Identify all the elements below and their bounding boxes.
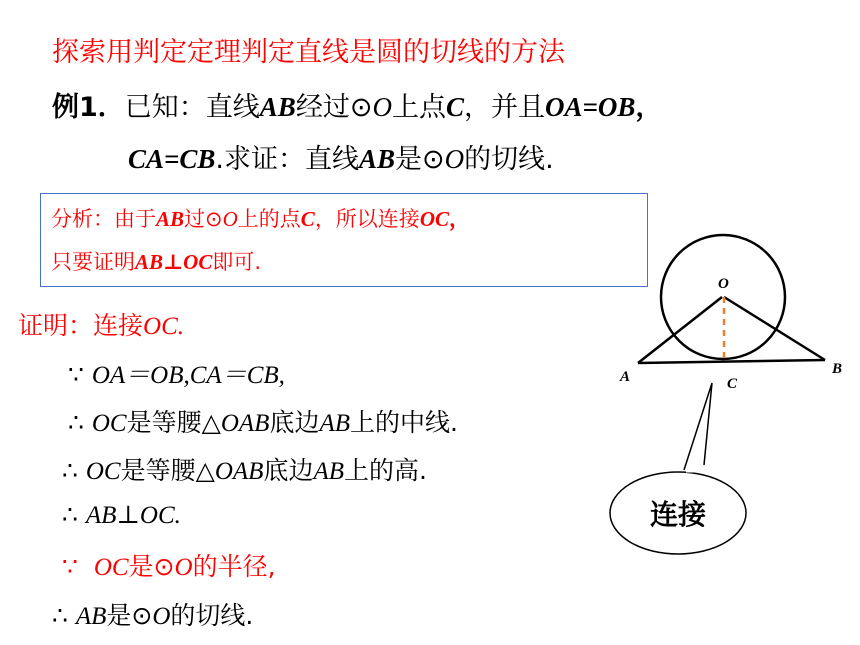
math: OC xyxy=(85,458,121,485)
proof-line-3 xyxy=(62,451,427,487)
label-c: C xyxy=(727,376,738,392)
therefore-symbol: ∴ xyxy=(52,603,68,630)
proof-line-1 xyxy=(68,355,285,391)
math-o: O xyxy=(444,144,465,174)
math-o: O xyxy=(372,92,392,122)
example-line-2 xyxy=(128,137,554,176)
text: ， xyxy=(449,207,470,231)
math: OAB xyxy=(214,458,264,485)
because-symbol: ∵ xyxy=(68,362,84,389)
text: 即可. xyxy=(212,250,262,274)
math-ab: AB xyxy=(156,207,185,231)
math: O xyxy=(152,603,171,630)
math: OC. xyxy=(143,313,184,340)
math: OA＝OB,CA＝CB, xyxy=(91,362,285,389)
math-c: C xyxy=(445,92,464,122)
text: 底边 xyxy=(263,456,314,485)
page-title: 探索用判定定理判定直线是圆的切线的方法 xyxy=(52,37,565,68)
text: 的切线. xyxy=(464,144,554,175)
text: 上的点 xyxy=(237,207,301,231)
math-oc: OC xyxy=(419,207,449,231)
text: 上的中线. xyxy=(350,408,458,437)
therefore-symbol: ∴ xyxy=(68,410,84,437)
callout-text: 连接 xyxy=(649,498,707,531)
label-o: O xyxy=(718,276,729,292)
analysis-line-2 xyxy=(51,246,261,276)
proof-line-6 xyxy=(52,596,253,632)
proof-line-4 xyxy=(62,500,181,530)
example-line-1 xyxy=(52,85,662,124)
label-b: B xyxy=(832,361,843,377)
math: OAB xyxy=(220,410,270,437)
text: 过⊙ xyxy=(184,207,223,231)
label-a: A xyxy=(620,369,631,385)
because-symbol: ∵ xyxy=(62,554,78,581)
text: 经过⊙ xyxy=(295,92,373,123)
text: 只要证明 xyxy=(51,250,135,274)
text: ，所以连接 xyxy=(314,207,420,231)
math-o: O xyxy=(222,207,238,231)
example-label: 例1． xyxy=(52,92,125,123)
geometry-figure xyxy=(600,215,855,560)
text: 已知：直线 xyxy=(124,92,260,123)
analysis-line-1 xyxy=(51,203,470,233)
therefore-symbol: ∴ xyxy=(62,458,78,485)
text: 是等腰△ xyxy=(126,408,221,437)
math: AB xyxy=(319,410,350,437)
text: 的切线. xyxy=(170,601,254,630)
math-ab: AB xyxy=(259,92,296,122)
text: 的半径, xyxy=(192,552,276,581)
math: AB xyxy=(313,458,344,485)
text: 是⊙ xyxy=(106,601,153,630)
text: 是等腰△ xyxy=(120,456,215,485)
proof-line-5 xyxy=(62,547,276,583)
math-oa-eq-ob: OA=OB xyxy=(544,92,636,122)
text: 是⊙ xyxy=(128,552,175,581)
text: ，并且 xyxy=(463,92,545,123)
math-ca-eq-cb: CA=CB xyxy=(128,144,216,174)
text: 上的高. xyxy=(344,456,427,485)
text: 上点 xyxy=(391,92,446,123)
math: O xyxy=(174,554,193,581)
line-ab xyxy=(638,360,825,363)
segment-oa xyxy=(638,297,722,363)
math: AB xyxy=(75,603,107,630)
math: OC xyxy=(93,554,129,581)
math: OC xyxy=(91,410,127,437)
proof-line-0 xyxy=(18,306,184,342)
therefore-symbol: ∴ xyxy=(62,502,78,529)
text: .求证：直线 xyxy=(215,144,360,175)
math-ab: AB xyxy=(359,144,396,174)
segment-ob xyxy=(724,297,825,360)
text: 是⊙ xyxy=(395,144,445,175)
math-ab-perp-oc: AB⊥OC xyxy=(135,250,213,274)
text: ， xyxy=(635,92,663,123)
math: AB⊥OC. xyxy=(85,502,181,529)
text: 底边 xyxy=(269,408,320,437)
text: 证明：连接 xyxy=(18,311,144,340)
math-c: C xyxy=(300,207,315,231)
callout-tail xyxy=(684,383,712,470)
proof-line-2 xyxy=(68,403,458,439)
text: 分析：由于 xyxy=(51,207,156,231)
